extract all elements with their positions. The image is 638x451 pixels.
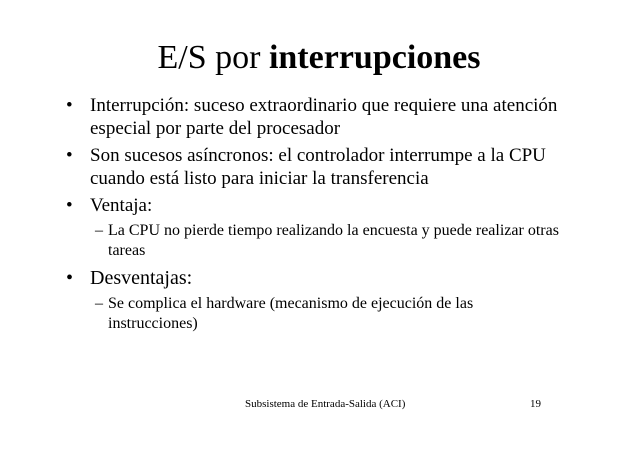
sub-bullet-text: Se complica el hardware (mecanismo de ejecución de las instrucciones) [108, 295, 474, 332]
bullet-item [62, 267, 562, 290]
page-number: 19 [530, 398, 541, 410]
sub-bullet-item [62, 294, 562, 334]
sub-bullet-marker: – [95, 295, 103, 312]
bullet-text: Interrupción: suceso extraordinario que requiere una atención especial por parte del procesador [90, 95, 558, 139]
slide-title [0, 38, 638, 78]
bullet-item [62, 194, 562, 217]
bullet-text: Son sucesos asíncronos: el controlador interrumpe a la CPU cuando está listo para iniciar la transferencia [90, 145, 546, 189]
sub-bullet-item [62, 221, 562, 261]
bullet-text: Desventajas: [90, 267, 193, 289]
bullet-text: Ventaja: [90, 195, 153, 216]
title-bold: interrupciones [268, 39, 481, 76]
bullet-marker: • [66, 267, 74, 289]
sub-bullet-text: La CPU no pierde tiempo realizando la encuesta y puede realizar otras tareas [108, 222, 559, 259]
bullet-list [62, 94, 562, 340]
bullet-marker: • [66, 195, 73, 216]
sub-bullet-marker: – [95, 222, 103, 239]
footer-text: Subsistema de Entrada-Salida (ACI) [245, 398, 406, 410]
bullet-marker: • [66, 95, 73, 116]
bullet-item [62, 94, 562, 140]
bullet-item [62, 144, 562, 190]
bullet-marker: • [66, 145, 73, 166]
title-normal: E/S por [157, 39, 269, 76]
